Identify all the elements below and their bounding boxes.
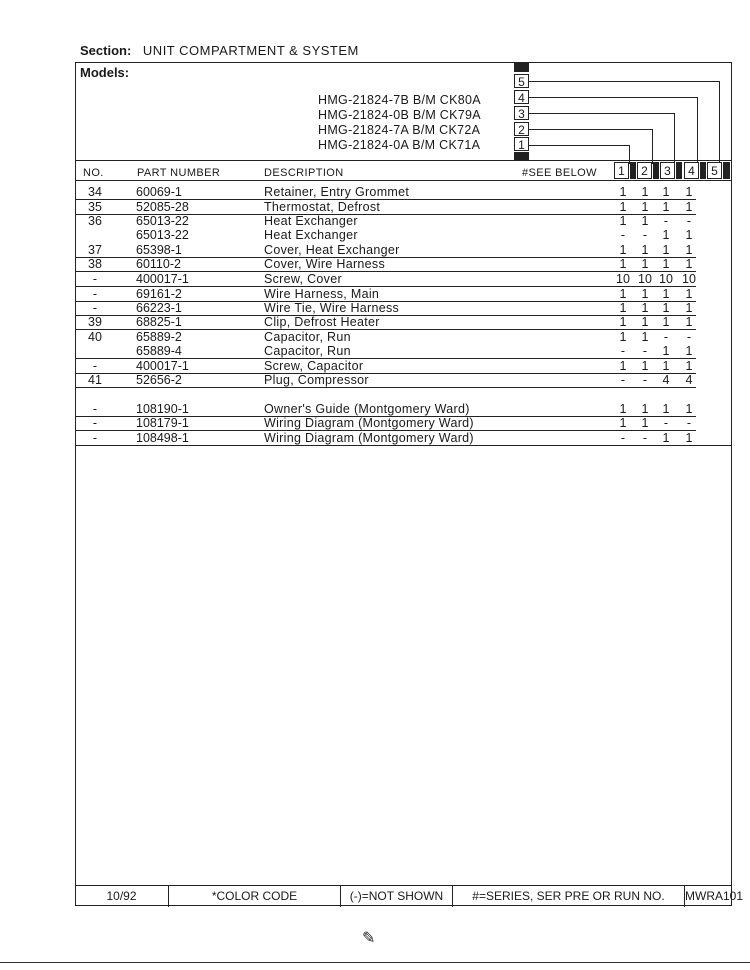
row-no: 39 bbox=[88, 315, 102, 329]
header-bottom-rule bbox=[76, 180, 731, 181]
row-qty-model-2: 1 bbox=[641, 287, 649, 301]
row-part-number: 108498-1 bbox=[136, 431, 189, 445]
header-no: NO. bbox=[83, 167, 104, 179]
row-no: 37 bbox=[88, 243, 102, 257]
row-part-number: 60110-2 bbox=[136, 257, 181, 271]
model-name-4: HMG-21824-7B B/M CK80A bbox=[318, 93, 481, 107]
row-no: 40 bbox=[88, 330, 102, 344]
model-name-1: HMG-21824-0A B/M CK71A bbox=[318, 138, 481, 152]
header-shade-1 bbox=[630, 162, 636, 179]
row-qty-model-2: 1 bbox=[641, 243, 649, 257]
row-qty-model-1: - bbox=[620, 344, 626, 358]
model-number-box-5: 5 bbox=[514, 74, 529, 88]
pen-mark: ✎ bbox=[362, 930, 376, 947]
row-qty-model-2: 1 bbox=[641, 330, 649, 344]
header-see-below: #SEE BELOW bbox=[522, 167, 597, 179]
table-row bbox=[76, 200, 731, 214]
row-qty-model-4: 1 bbox=[685, 344, 693, 358]
table-row bbox=[76, 315, 731, 329]
row-qty-model-3: 1 bbox=[662, 344, 670, 358]
row-description: Plug, Compressor bbox=[264, 373, 369, 387]
model-name-2: HMG-21824-7A B/M CK72A bbox=[318, 123, 481, 137]
row-qty-model-1: 1 bbox=[619, 257, 627, 271]
row-qty-model-2: 1 bbox=[641, 257, 649, 271]
row-qty-model-1: 1 bbox=[619, 214, 627, 228]
row-underline bbox=[76, 445, 731, 446]
section-value: UNIT COMPARTMENT & SYSTEM bbox=[142, 43, 359, 58]
row-qty-model-2: 10 bbox=[638, 272, 652, 286]
row-qty-model-1: 1 bbox=[619, 315, 627, 329]
row-qty-model-1: - bbox=[620, 431, 626, 445]
table-row bbox=[76, 287, 731, 301]
header-part-number: PART NUMBER bbox=[137, 167, 221, 179]
row-underline bbox=[76, 387, 696, 388]
row-description: Capacitor, Run bbox=[264, 344, 351, 358]
page-bottom-rule bbox=[0, 962, 750, 963]
row-no: - bbox=[92, 301, 98, 315]
footer-color-code: *COLOR CODE bbox=[169, 886, 341, 907]
row-qty-model-2: 1 bbox=[641, 416, 649, 430]
models-label: Models: bbox=[80, 65, 130, 80]
row-no: - bbox=[92, 431, 98, 445]
row-qty-model-2: - bbox=[642, 431, 648, 445]
section-row bbox=[80, 43, 359, 58]
row-qty-model-4: 1 bbox=[685, 359, 693, 373]
row-description: Heat Exchanger bbox=[264, 228, 358, 242]
row-qty-model-2: 1 bbox=[641, 214, 649, 228]
row-qty-model-3: 1 bbox=[662, 185, 670, 199]
row-qty-model-3: 1 bbox=[662, 359, 670, 373]
table-row bbox=[76, 185, 731, 199]
row-no: - bbox=[92, 359, 98, 373]
table-row bbox=[76, 402, 731, 416]
row-qty-model-1: 1 bbox=[619, 200, 627, 214]
table-row bbox=[76, 344, 731, 358]
row-description: Clip, Defrost Heater bbox=[264, 315, 380, 329]
row-qty-model-1: 10 bbox=[616, 272, 630, 286]
row-qty-model-4: 1 bbox=[685, 402, 693, 416]
footer-code: MWRA101 bbox=[685, 889, 744, 903]
row-qty-model-1: 1 bbox=[619, 416, 627, 430]
row-qty-model-4: 1 bbox=[685, 228, 693, 242]
row-description: Cover, Wire Harness bbox=[264, 257, 386, 271]
row-qty-model-1: 1 bbox=[619, 185, 627, 199]
row-qty-model-1: 1 bbox=[619, 402, 627, 416]
row-qty-model-2: 1 bbox=[641, 359, 649, 373]
table-row bbox=[76, 431, 731, 445]
header-model-2: 2 bbox=[637, 162, 652, 179]
section-label: Section: bbox=[80, 43, 132, 58]
header-shade-5 bbox=[723, 162, 730, 179]
row-qty-model-3: 1 bbox=[662, 402, 670, 416]
row-description: Wiring Diagram (Montgomery Ward) bbox=[264, 431, 474, 445]
row-qty-model-4: 1 bbox=[685, 200, 693, 214]
row-description: Wire Harness, Main bbox=[264, 287, 380, 301]
row-qty-model-1: 1 bbox=[619, 287, 627, 301]
row-qty-model-2: 1 bbox=[641, 185, 649, 199]
table-row bbox=[76, 359, 731, 373]
row-qty-model-3: 1 bbox=[662, 315, 670, 329]
row-description: Screw, Cover bbox=[264, 272, 342, 286]
row-part-number: 400017-1 bbox=[136, 272, 189, 286]
table-row bbox=[76, 228, 731, 242]
table-row bbox=[76, 272, 731, 286]
table-row bbox=[76, 243, 731, 257]
row-qty-model-3: - bbox=[663, 416, 669, 430]
header-model-3: 3 bbox=[660, 162, 675, 179]
table-row bbox=[76, 373, 731, 387]
header-shade-4 bbox=[700, 162, 706, 179]
row-no: - bbox=[92, 287, 98, 301]
row-description: Wire Tie, Wire Harness bbox=[264, 301, 400, 315]
row-qty-model-4: 1 bbox=[685, 243, 693, 257]
header-model-5: 5 bbox=[707, 162, 722, 179]
model-box-bottom-shade bbox=[514, 152, 529, 160]
row-qty-model-1: - bbox=[620, 373, 626, 387]
row-part-number: 60069-1 bbox=[136, 185, 182, 199]
header-model-4: 4 bbox=[684, 162, 699, 179]
row-part-number: 400017-1 bbox=[136, 359, 189, 373]
row-no: 36 bbox=[88, 214, 102, 228]
row-part-number: 52085-28 bbox=[136, 200, 189, 214]
model-number-box-3: 3 bbox=[514, 106, 529, 120]
row-qty-model-3: 1 bbox=[662, 287, 670, 301]
row-qty-model-3: 1 bbox=[662, 243, 670, 257]
row-description: Cover, Heat Exchanger bbox=[264, 243, 400, 257]
table-row bbox=[76, 330, 731, 344]
row-qty-model-1: 1 bbox=[619, 301, 627, 315]
row-no: - bbox=[92, 272, 98, 286]
header-top-rule bbox=[76, 160, 731, 161]
row-qty-model-1: - bbox=[620, 228, 626, 242]
table-row bbox=[76, 301, 731, 315]
row-qty-model-2: - bbox=[642, 344, 648, 358]
model-name-3: HMG-21824-0B B/M CK79A bbox=[318, 108, 481, 122]
header-shade-3 bbox=[676, 162, 682, 179]
header-shade-2 bbox=[653, 162, 659, 179]
row-qty-model-4: - bbox=[686, 416, 692, 430]
row-qty-model-3: 1 bbox=[662, 431, 670, 445]
row-part-number: 52656-2 bbox=[136, 373, 182, 387]
model-number-box-1: 1 bbox=[514, 137, 529, 151]
row-part-number: 68825-1 bbox=[136, 315, 182, 329]
row-part-number: 69161-2 bbox=[136, 287, 182, 301]
row-description: Screw, Capacitor bbox=[264, 359, 364, 373]
row-part-number: 65013-22 bbox=[136, 228, 189, 242]
row-part-number: 66223-1 bbox=[136, 301, 182, 315]
row-no: 38 bbox=[88, 257, 102, 271]
row-part-number: 65398-1 bbox=[136, 243, 182, 257]
row-qty-model-3: 1 bbox=[662, 301, 670, 315]
row-qty-model-4: 1 bbox=[685, 257, 693, 271]
row-qty-model-3: 1 bbox=[662, 228, 670, 242]
row-qty-model-1: 1 bbox=[619, 330, 627, 344]
footer-date: 10/92 bbox=[75, 886, 169, 907]
row-qty-model-4: 10 bbox=[682, 272, 696, 286]
row-part-number: 65013-22 bbox=[136, 214, 189, 228]
row-no: - bbox=[92, 416, 98, 430]
row-description: Owner's Guide (Montgomery Ward) bbox=[264, 402, 470, 416]
footer-series: #=SERIES, SER PRE OR RUN NO. bbox=[453, 886, 685, 907]
row-qty-model-3: 1 bbox=[662, 200, 670, 214]
model-number-box-4: 4 bbox=[514, 90, 529, 104]
row-no: 35 bbox=[88, 200, 102, 214]
row-qty-model-4: - bbox=[686, 330, 692, 344]
row-qty-model-4: 1 bbox=[685, 431, 693, 445]
row-qty-model-1: 1 bbox=[619, 243, 627, 257]
row-no: 34 bbox=[88, 185, 102, 199]
row-qty-model-2: 1 bbox=[641, 315, 649, 329]
page-footer bbox=[75, 885, 744, 907]
table-row bbox=[76, 214, 731, 228]
row-description: Heat Exchanger bbox=[264, 214, 358, 228]
row-qty-model-4: - bbox=[686, 214, 692, 228]
row-qty-model-1: 1 bbox=[619, 359, 627, 373]
model-box-top-shade bbox=[514, 62, 529, 72]
row-qty-model-2: 1 bbox=[641, 200, 649, 214]
row-part-number: 65889-4 bbox=[136, 344, 182, 358]
row-qty-model-3: - bbox=[663, 330, 669, 344]
row-description: Retainer, Entry Grommet bbox=[264, 185, 410, 199]
row-qty-model-3: 4 bbox=[662, 373, 670, 387]
row-qty-model-3: 10 bbox=[659, 272, 673, 286]
row-qty-model-3: - bbox=[663, 214, 669, 228]
row-part-number: 65889-2 bbox=[136, 330, 182, 344]
row-qty-model-4: 1 bbox=[685, 315, 693, 329]
row-description: Capacitor, Run bbox=[264, 330, 351, 344]
header-model-1: 1 bbox=[614, 162, 629, 179]
row-qty-model-3: 1 bbox=[662, 257, 670, 271]
row-qty-model-2: 1 bbox=[641, 402, 649, 416]
row-no: - bbox=[92, 402, 98, 416]
row-description: Thermostat, Defrost bbox=[264, 200, 381, 214]
table-row bbox=[76, 257, 731, 271]
row-part-number: 108179-1 bbox=[136, 416, 189, 430]
table-row bbox=[76, 416, 731, 430]
row-no: 41 bbox=[88, 373, 102, 387]
footer-not-shown: (-)=NOT SHOWN bbox=[341, 886, 453, 907]
header-description: DESCRIPTION bbox=[264, 167, 344, 179]
row-qty-model-2: - bbox=[642, 228, 648, 242]
row-part-number: 108190-1 bbox=[136, 402, 189, 416]
row-qty-model-4: 1 bbox=[685, 185, 693, 199]
row-qty-model-4: 4 bbox=[685, 373, 693, 387]
model-number-box-2: 2 bbox=[514, 122, 529, 136]
row-qty-model-2: - bbox=[642, 373, 648, 387]
row-description: Wiring Diagram (Montgomery Ward) bbox=[264, 416, 474, 430]
row-qty-model-2: 1 bbox=[641, 301, 649, 315]
row-qty-model-4: 1 bbox=[685, 301, 693, 315]
row-qty-model-4: 1 bbox=[685, 287, 693, 301]
